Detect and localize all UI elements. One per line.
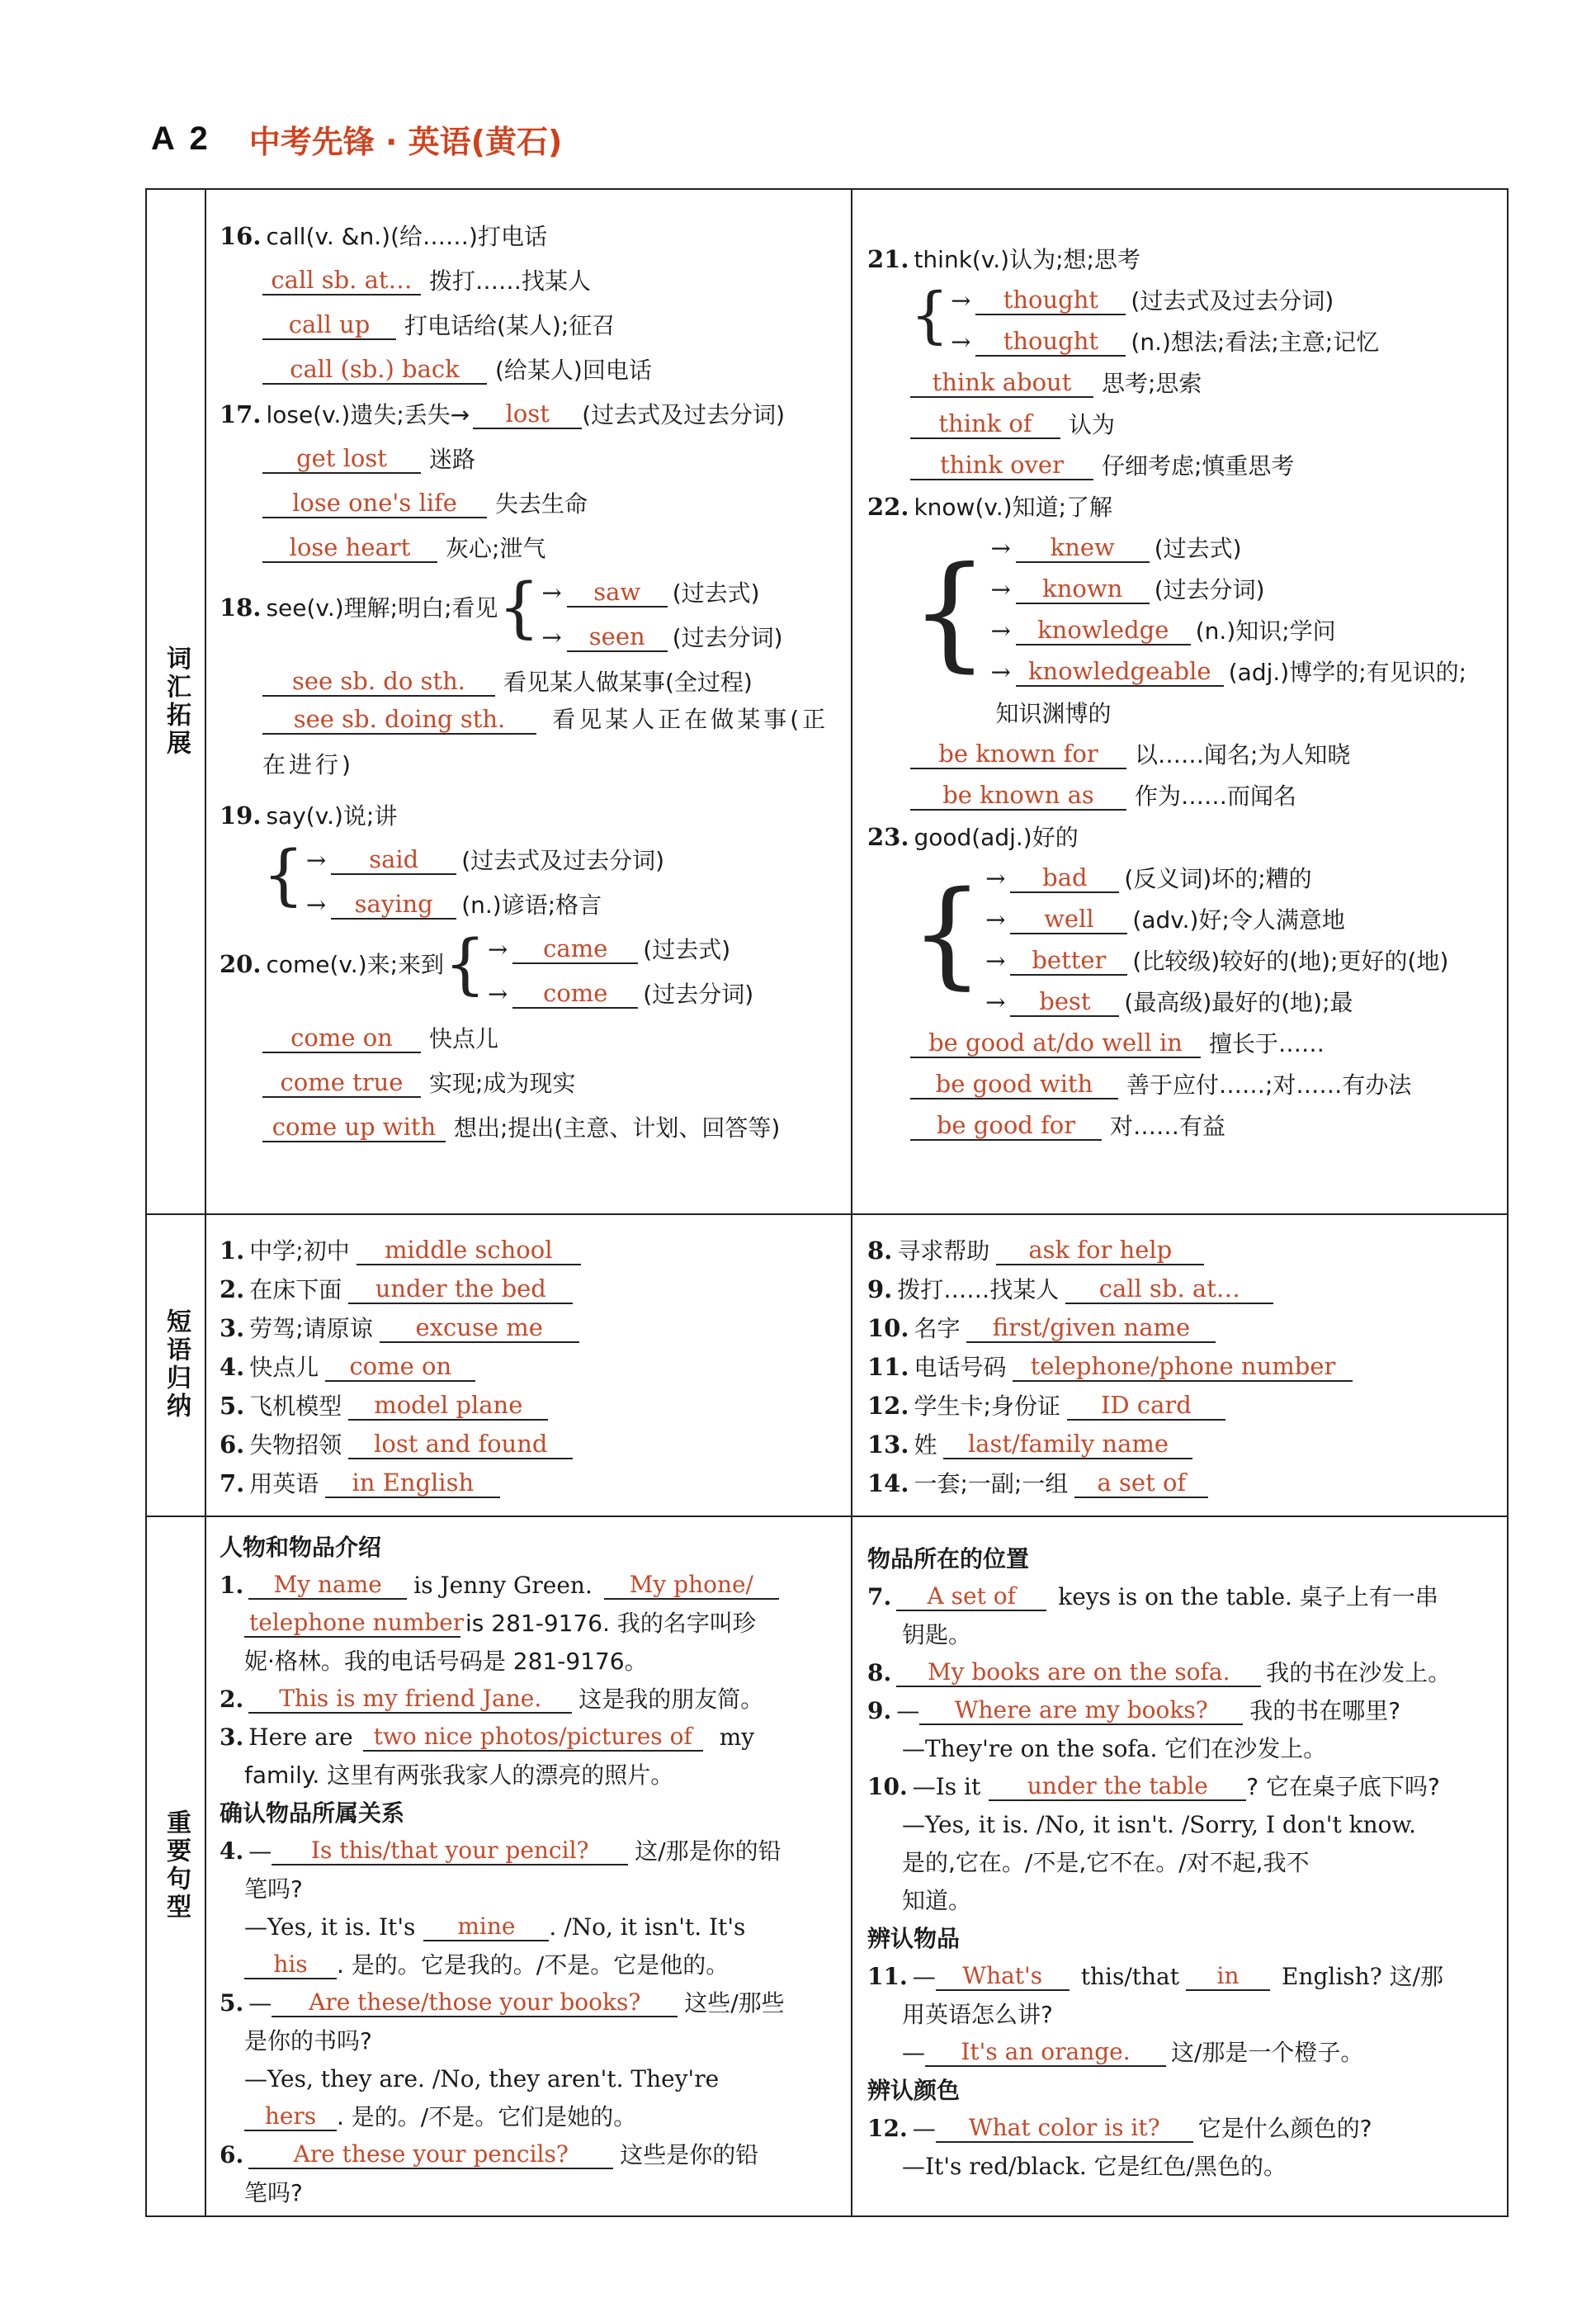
answer: It's an orange. [925,2039,1166,2067]
section-label-phrases: 短语归纳 [162,1308,191,1421]
vocab-16-line2: call up 打电话给(某人);征召 [220,296,838,340]
answer: telephone number [244,1610,460,1638]
col-divider-vocab [851,190,852,1213]
sentence-10-line2: —Yes, it is. /No, it isn't. /Sorry, I don't know. [902,1811,1416,1838]
sentence-10-line3: 是的,它在。/不是,它不在。/对不起,我不 [902,1849,1310,1876]
vocab-17-line2: lose one's life 失去生命 [220,474,838,518]
phrase-item: 5. 飞机模型 model plane [220,1382,838,1421]
sentence-5-line4: hers . 是的。/不是。它们是她的。 [220,2093,840,2131]
vocab-21-line3: think over 仔细考虑;慎重思考 [867,439,1503,480]
answer: excuse me [380,1314,579,1343]
answer: think about [910,369,1093,398]
answer: said [331,846,456,875]
answer: best [1010,988,1119,1017]
sentence-11: 11. — What's this/that in English? 这/那 [867,1961,1444,1990]
answer: under the table [989,1773,1246,1801]
answer: come [512,980,638,1009]
section-label-vocab: 词汇拓展 [162,645,191,758]
sentence-11-line2: 用英语怎么讲? [902,2001,1053,2028]
heading-color: 辨认颜色 [867,2077,961,2104]
sentence-1-line2: telephone number is 281-9176. 我的名字叫珍 [220,1600,840,1638]
sentence-3: 3. Here are two nice photos/pictures of my [220,1722,755,1751]
vocab-19: 19. say(v.)说;讲 [220,801,398,830]
answer: think of [910,410,1060,439]
sentence-4-line3: —Yes, it is. It's mine . /No, it isn't. It's [244,1912,746,1941]
answer: hers [244,2103,337,2131]
vocab-right [867,233,1503,1141]
sentence-10: 10. —Is it under the table ? 它在桌子底下吗? [867,1771,1440,1800]
answer: knowledgeable [1016,658,1224,687]
sentence-9-line2: —They're on the sofa. 它们在沙发上。 [902,1735,1327,1762]
vocab-17: 17. lose(v.)遗失;丢失→ lost (过去式及过去分词) [220,399,786,428]
row-divider-2 [147,1516,1507,1517]
answer: be known for [910,740,1126,769]
answer: Are these/those your books? [272,1989,678,2017]
heading-ownership: 确认物品所属关系 [220,1799,405,1827]
sentence-8: 8. My books are on the sofa. 我的书在沙发上。 [867,1657,1452,1686]
sentence-5-line2: 是你的书吗? [244,2027,372,2055]
phrase-item: 13. 姓 last/family name [867,1421,1503,1459]
vocab-23: 23. good(adj.)好的 [867,822,1079,851]
sentence-1-line3: 妮·格林。我的电话号码是 281-9176。 [244,1648,648,1675]
answer: came [512,935,638,964]
answer: My books are on the sofa. [896,1659,1261,1687]
answer: be good with [910,1071,1118,1099]
answer: model plane [348,1392,548,1421]
page-header [151,114,562,163]
sentence-5-line3: —Yes, they are. /No, they aren't. They're [244,2065,720,2092]
phrase-item: 1. 中学;初中 middle school [220,1227,838,1265]
vocab-22: 22. know(v.)知道;了解 [867,492,1113,521]
answer: thought [975,328,1126,357]
phrases-right [867,1227,1503,1498]
vocab-16: 16. call(v. &n.)(给……)打电话 [220,221,547,250]
answer: see sb. do sth. [262,668,495,697]
answer: lose one's life [262,489,487,518]
answer: telephone/phone number [1013,1353,1353,1382]
vocab-18-line2: see sb. doing sth. 看见某人正在做某事(正在进行) [262,705,829,778]
vocab-21-line1: think about 思考;思索 [867,357,1503,398]
sentence-7-line2: 钥匙。 [902,1621,972,1648]
answer: think over [910,452,1093,480]
answer: ID card [1067,1392,1225,1421]
sentence-4-line2: 笔吗? [244,1875,303,1903]
sentence-11-line3: — It's an orange. 这/那是一个橙子。 [902,2037,1364,2066]
phrases-left [220,1227,838,1498]
answer: call (sb.) back [262,356,487,385]
sentence-12-line2: —It's red/black. 它是红色/黑色的。 [902,2153,1287,2180]
answer: well [1010,906,1127,934]
heading-location: 物品所在的位置 [867,1545,1030,1572]
answer: come on [325,1353,475,1382]
heading-identify: 辨认物品 [867,1925,961,1952]
answer: saying [331,891,456,920]
answer: A set of [896,1583,1046,1611]
phrase-item: 14. 一套;一副;一组 a set of [867,1459,1503,1498]
answer: What's [936,1963,1070,1991]
answer: see sb. doing sth. [262,706,536,735]
page-number: A 2 [151,120,211,157]
answer: in English [325,1469,500,1498]
sentence-4: 4. — Is this/that your pencil? 这/那是你的铅 [220,1836,781,1865]
sentences-left [220,1524,840,2207]
sentence-9: 9. — Where are my books? 我的书在哪里? [867,1695,1401,1724]
sentence-1: 1. My name is Jenny Green. My phone/ [220,1562,840,1600]
phrase-item: 10. 名字 first/given name [867,1304,1503,1343]
answer: his [244,1951,337,1979]
vocab-17-line1: get lost 迷路 [220,429,838,474]
vocab-23-line2: be good with 善于应付……;对……有办法 [867,1058,1503,1099]
sentence-4-line4: his . 是的。它是我的。/不是。它是他的。 [220,1941,840,1979]
phrase-item: 7. 用英语 in English [220,1459,838,1498]
vocab-20-line2: come true 实现;成为现实 [220,1053,838,1098]
sentence-10-line4: 知道。 [902,1887,972,1914]
sentence-5: 5. — Are these/those your books? 这些/那些 [220,1988,785,2017]
vocab-16-line3: call (sb.) back (给某人)回电话 [220,340,838,385]
answer: first/given name [966,1314,1216,1343]
answer: two nice photos/pictures of [363,1724,703,1752]
vocab-16-line1: call sb. at… 拨打……找某人 [220,251,838,296]
answer: This is my friend Jane. [248,1686,572,1714]
answer: Is this/that your pencil? [272,1837,628,1865]
answer: mine [423,1913,549,1941]
vocab-20-line1: come on 快点儿 [220,1009,838,1053]
vocab-21-line2: think of 认为 [867,398,1503,439]
vocab-21: 21. think(v.)认为;想;思考 [867,244,1140,273]
answer: thought [975,286,1126,315]
label-column-divider [205,190,206,2215]
answer: get lost [262,445,421,474]
sentences-right [867,1535,1503,2181]
phrase-item: 8. 寻求帮助 ask for help [867,1227,1503,1265]
sentence-6-line2: 笔吗? [244,2179,303,2206]
vocab-20: 20. come(v.)来;来到 { → came (过去式) → come (过去分词) [220,925,754,1008]
answer: knowledge [1016,617,1191,645]
answer: be known as [910,782,1126,811]
phrase-item: 9. 拨打……找某人 call sb. at… [867,1265,1503,1304]
answer: known [1016,575,1150,604]
book-title: 中考先锋 · 英语(黄石) [248,123,563,160]
answer: last/family name [943,1430,1192,1459]
vocab-17-line3: lose heart 灰心;泄气 [220,518,838,563]
row-divider-1 [147,1213,1507,1215]
phrase-item: 12. 学生卡;身份证 ID card [867,1382,1503,1421]
content-table [145,188,1509,2217]
answer: My phone/ [604,1572,779,1600]
answer: call sb. at… [1065,1275,1273,1304]
vocab-left [220,206,838,1142]
answer: come on [262,1024,421,1053]
vocab-23-line3: be good for 对……有益 [867,1099,1503,1141]
phrase-item: 2. 在床下面 under the bed [220,1265,838,1304]
vocab-22-forms: { → knew (过去式) → known (过去分词) → knowledge (n.)知识;学问 → knowledgeable (adj.)博学的;有见识的; 知识渊博的 [910,532,1467,727]
answer: a set of [1074,1469,1208,1498]
answer: be good at/do well in [910,1029,1201,1058]
answer: ask for help [996,1237,1204,1265]
answer: My name [248,1572,407,1600]
sentence-6: 6. Are these your pencils? 这些是你的铅 [220,2140,759,2168]
answer: seen [567,623,668,652]
answer: knew [1016,534,1150,563]
sentence-12: 12. — What color is it? 它是什么颜色的? [867,2113,1372,2142]
answer: Where are my books? [919,1697,1243,1725]
col-divider-sentences [851,1516,852,2215]
answer: better [1010,947,1127,976]
answer: come up with [262,1114,446,1142]
answer: be good for [910,1112,1102,1141]
vocab-23-line1: be good at/do well in 擅长于…… [867,1017,1503,1058]
vocab-18: 18. see(v.)理解;明白;看见 { → saw (过去式) → seen (过去分词) [220,569,783,651]
answer: call sb. at… [262,267,421,296]
vocab-20-line3: come up with 想出;提出(主意、计划、回答等) [220,1098,838,1142]
answer: bad [1010,864,1119,893]
section-label-sentences: 重要句型 [162,1809,191,1922]
sentence-7: 7. A set of keys is on the table. 桌子上有一串 [867,1582,1438,1610]
vocab-22-line2: be known as 作为……而闻名 [867,769,1503,811]
col-divider-phrases [851,1213,852,1516]
vocab-21-forms: { → thought (过去式及过去分词) → thought (n.)想法;看法;主意;记忆 [910,280,1380,356]
vocab-19-forms: { → said (过去式及过去分词) → saying (n.)谚语;格言 [262,836,665,919]
answer: under the bed [348,1275,573,1304]
vocab-22-line1: be known for 以……闻名;为人知晓 [867,728,1503,769]
phrase-item: 11. 电话号码 telephone/phone number [867,1343,1503,1382]
sentence-3-line2: family. 这里有两张我家人的漂亮的照片。 [244,1761,674,1789]
phrase-item: 3. 劳驾;请原谅 excuse me [220,1304,838,1343]
heading-intro: 人物和物品介绍 [220,1534,382,1561]
answer: saw [567,579,668,608]
vocab-23-forms: { → bad (反义词)坏的;糟的 → well (adv.)好;令人满意地 → better (比较级)较好的(地);更好的(地) → best (最高级)最好的(地);最 [910,863,1449,1016]
answer: in [1186,1963,1270,1991]
answer: middle school [357,1237,581,1265]
answer: lost and found [348,1430,573,1459]
answer: What color is it? [936,2115,1193,2143]
answer: come true [262,1069,421,1098]
answer: lost [473,400,582,429]
vocab-18-line1: see sb. do sth. 看见某人做某事(全过程) [220,652,838,697]
phrase-item: 4. 快点儿 come on [220,1343,838,1382]
answer: Are these your pencils? [248,2141,613,2169]
phrase-item: 6. 失物招领 lost and found [220,1421,838,1459]
answer: lose heart [262,534,437,563]
answer: call up [262,311,396,340]
sentence-2: 2. This is my friend Jane. 这是我的朋友简。 [220,1684,764,1713]
